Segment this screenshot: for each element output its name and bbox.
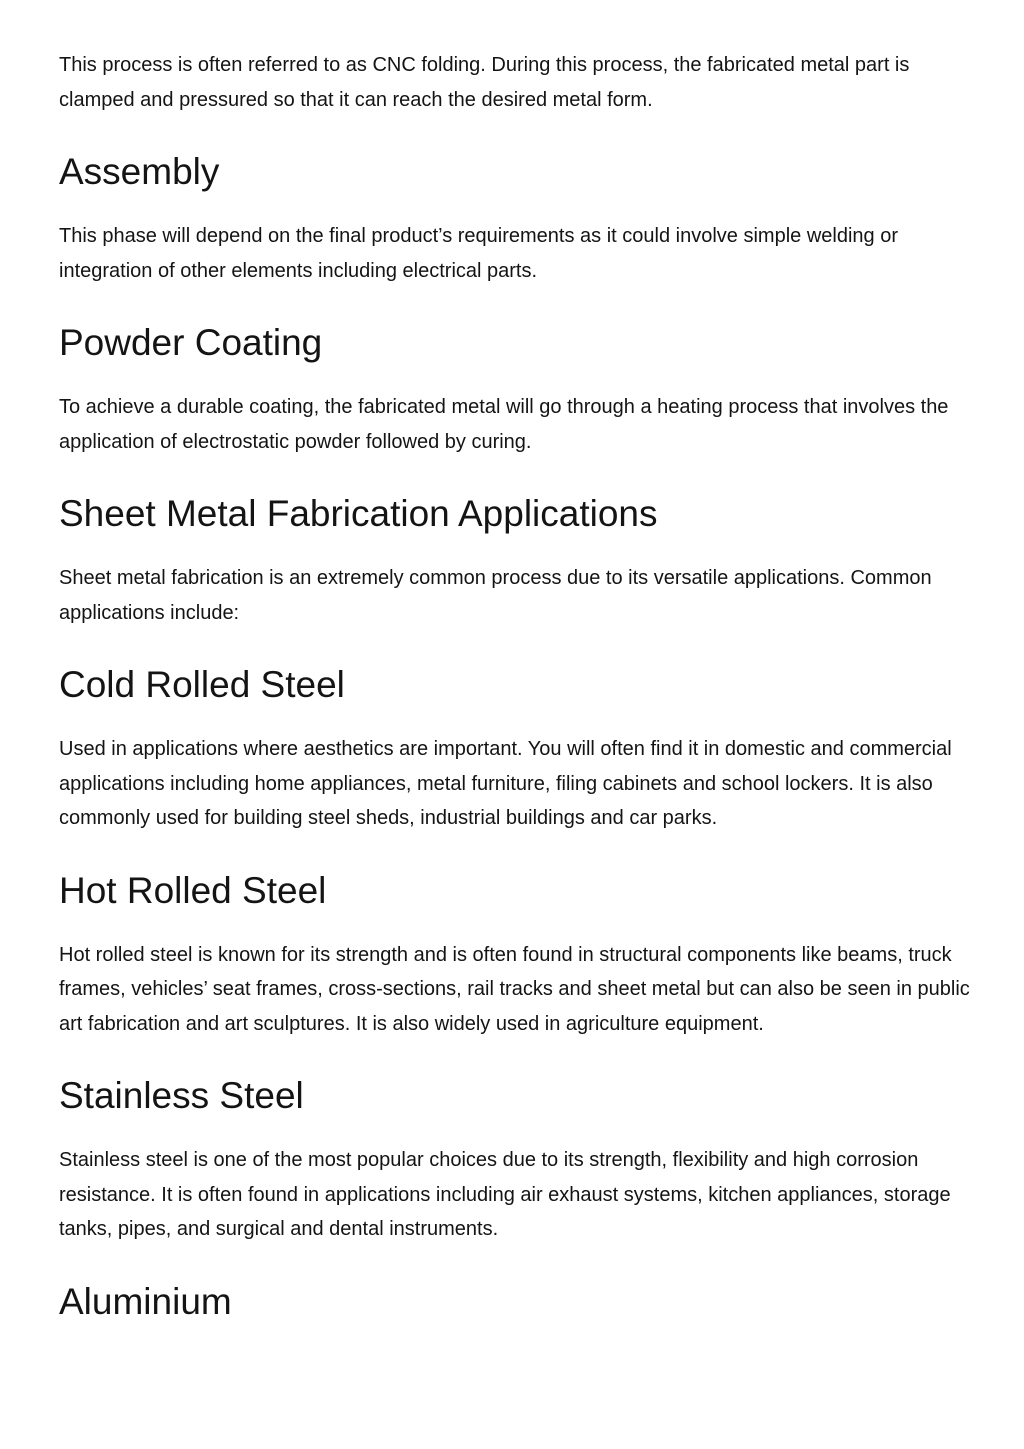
section-heading-hot-rolled-steel: Hot Rolled Steel bbox=[59, 869, 327, 911]
section-heading-assembly: Assembly bbox=[59, 151, 220, 192]
section-heading-powder-coating: Powder Coating bbox=[59, 322, 323, 363]
document-page bbox=[59, 48, 974, 1324]
section-text-cold-rolled-steel: Used in applications where aesthetics are important. You will often find it in domestic and commercial applications including home appliances, metal furniture, filing cabinets and school lockers. It is also commonly used for building steel sheds, industrial buildings and car parks. bbox=[59, 738, 952, 829]
section-text-hot-rolled-steel: Hot rolled steel is known for its strength and is often found in structural components like beams, truck frames, vehicles’ seat frames, cross-sections, rail tracks and sheet metal but can also be seen in public art fabrication and art sculptures. It is also widely used in agriculture equipment. bbox=[59, 943, 970, 1035]
section-text-stainless-steel: Stainless steel is one of the most popular choices due to its strength, flexibility and high corrosion resistance. It is often found in applications including air exhaust systems, kitchen appliances, storage tanks, pipes, and surgical and dental instruments. bbox=[59, 1149, 951, 1240]
section-text-powder-coating: To achieve a durable coating, the fabricated metal will go through a heating process that involves the application of electrostatic powder followed by curing. bbox=[59, 396, 949, 453]
intro-paragraph: This process is often referred to as CNC folding. During this process, the fabricated metal part is clamped and pressured so that it can reach the desired metal form. bbox=[59, 54, 910, 111]
section-heading-aluminium: Aluminium bbox=[59, 1280, 232, 1322]
section-text-applications: Sheet metal fabrication is an extremely common process due to its versatile applications. Common applications include: bbox=[59, 567, 932, 624]
section-heading-applications: Sheet Metal Fabrication Applications bbox=[59, 493, 658, 534]
section-heading-cold-rolled-steel: Cold Rolled Steel bbox=[59, 664, 345, 705]
section-heading-stainless-steel: Stainless Steel bbox=[59, 1075, 304, 1116]
section-text-assembly: This phase will depend on the final product’s requirements as it could involve simple welding or integration of other elements including electrical parts. bbox=[59, 225, 898, 282]
